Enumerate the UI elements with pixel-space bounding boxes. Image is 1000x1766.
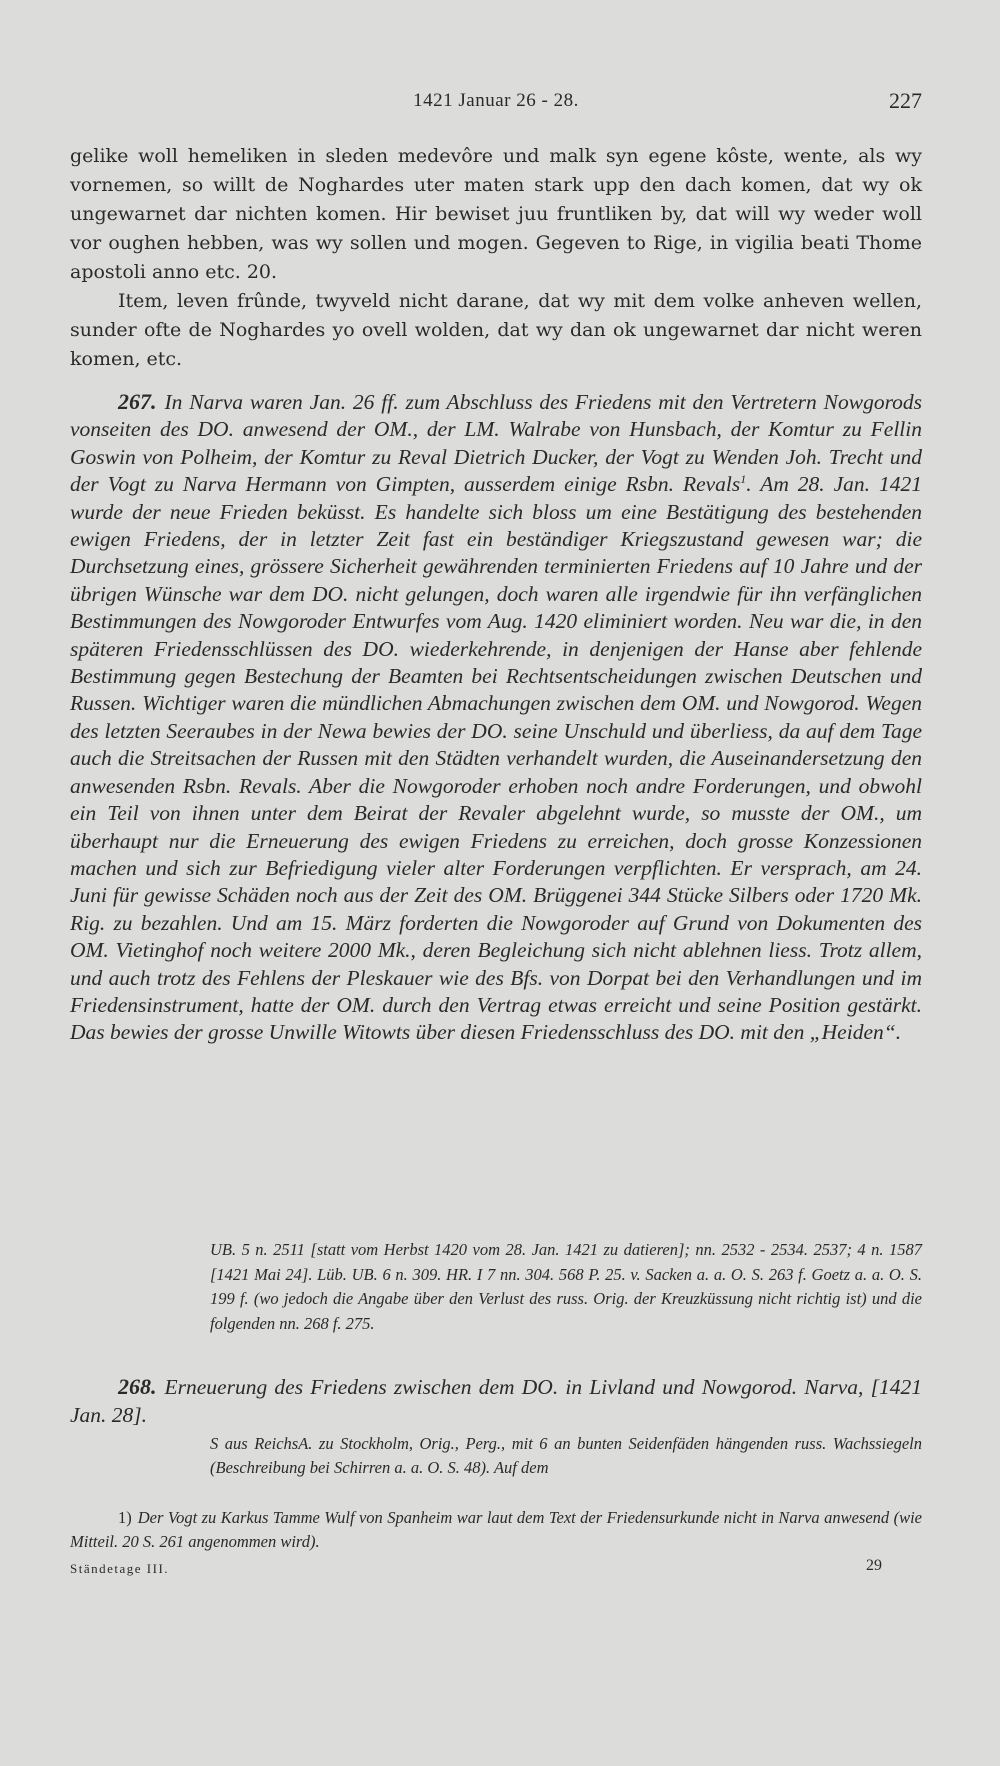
footnote-reference: 1 (740, 472, 747, 487)
footnote-mark: 1) (118, 1508, 132, 1527)
body-paragraph: gelike woll hemeliken in sleden medevôre und malk syn egene kôste, wente, als wy vornemen, so willt de Noghardes uter maten stark upp den dach komen, dat wy ok ungewarnet dar nichten komen. Hir bewiset juu fruntliken by, dat will wy weder woll vor oughen hebben, was wy sollen und mogen. Gegeven to Rige, in vigilia beati Thome apostoli anno etc. 20. (70, 145, 922, 283)
doc267-text-part1: In Narva waren Jan. 26 ff. zum Abschluss des Friedens mit den Vertretern Nowgorods vonseiten des DO. anwesend der OM., der LM. Walrabe von Hunsbach, der Komtur zu Fellin Goswin von Polheim, der Komtur zu Reval Dietrich Ducker, der Vogt zu Wenden Joh. Trecht und der Vogt zu Narva Hermann von Gimpten, ausserdem einige Rsbn. Revals (70, 390, 922, 497)
footnote-text: Der Vogt zu Karkus Tamme Wulf von Spanheim war laut dem Text der Friedensurkunde nicht in Narva anwesend (wie Mitteil. 20 S. 261 angenommen wird). (70, 1508, 922, 1551)
doc267-text-part2: . Am 28. Jan. 1421 wurde der neue Frieden beküsst. Es handelte sich bloss um eine Bestätigung des bestehenden ewigen Friedens, der in letzter Zeit fast ein beständiger Kriegszustand gewesen war; die Durchsetzung eines, grössere Sicherheit gewährenden terminierten Friedens auf 10 Jahre und der übrigen Wünsche war dem DO. nicht gelungen, doch waren alle irgendwie für ihn verfänglichen Bestimmungen des Nowgoroder Entwurfes vom Aug. 1420 eliminiert worden. Neu war die, in den späteren Friedensschlüssen des DO. wiederkehrende, in denjenigen der Hanse aber fehlende Bestimmung gegen Bestechung der Beamten bei Rechtsentscheidungen zwischen Deutschen und Russen. Wichtiger waren die mündlichen Abmachungen zwischen dem OM. und Nowgorod. Wegen des letzten Seeraubes in der Newa bewies der DO. seine Unschuld und überliess, da auf dem Tage auch die Streitsachen der Russen mit den Städten verhandelt wurden, die Auseinandersetzung den anwesenden Rsbn. Revals. Aber die Nowgoroder erhoben noch andre Forderungen, und obwohl ein Teil von ihnen unter dem Beirat der Revaler abgelehnt wurde, so musste der OM., um überhaupt nur die Erneuerung des ewigen Friedens zu erreichen, doch grosse Konzessionen machen und sich zur Befriedigung vieler alter Forderungen verpflichten. Er versprach, am 24. Juni für gewisse Schäden noch aus der Zeit des OM. Brüggenei 344 Stücke Silbers oder 1720 Mk. Rig. zu bezahlen. Und am 15. März forderten die Nowgoroder auf Grund von Dokumenten des OM. Vietinghof noch weitere 2000 Mk., deren Begleichung sich nicht ablehnen liess. Trotz allem, und auch trotz des Fehlens der Pleskauer wie des Bfs. von Dorpat bei den Verhandlungen und im Friedensinstrument, hatte der OM. durch den Vertrag etwas erreicht und seine Position gestärkt. Das bewies der grosse Unwille Witowts über diesen Friedensschluss des DO. mit den „Heiden“. (70, 472, 922, 1045)
footnote (70, 1506, 922, 1554)
running-header (70, 90, 922, 120)
sheet-number: 29 (866, 1557, 882, 1574)
document-number: 267. (118, 389, 157, 414)
doc268-title: Erneuerung des Friedens zwischen dem DO. in Livland und Nowgorod. Narva, [1421 Jan. 28]. (70, 1375, 922, 1427)
body-paragraph: Item, leven frûnde, twyveld nicht darane, dat wy mit dem volke anheven wellen, sunder ofte de Noghardes yo ovell wolden, dat wy dan ok ungewarnet dar nicht weren komen, etc. (70, 290, 922, 370)
document-267-introduction (70, 388, 922, 1047)
doc267-sources: UB. 5 n. 2511 [statt vom Herbst 1420 vom 28. Jan. 1421 zu datieren]; nn. 2532 - 2534. 2537; 4 n. 1587 [1421 Mai 24]. Lüb. UB. 6 n. 309. HR. I 7 nn. 304. 568 P. 25. v. Sacken a. a. O. S. 263 f. Goetz a. a. O. S. 199 f. (wo jedoch die Angabe über den Verlust des russ. Orig. der Kreuzküssung nicht richtig ist) und die folgenden nn. 268 f. 275. (210, 1240, 922, 1333)
page-number: 227 (889, 88, 922, 113)
document-268-heading (70, 1373, 922, 1429)
page-footer (70, 1557, 922, 1581)
running-title: 1421 Januar 26 - 28. (413, 90, 579, 111)
doc268-sources: S aus ReichsA. zu Stockholm, Orig., Perg., mit 6 an bunten Seidenfäden hängenden russ. Wachssiegeln (Beschreibung bei Schirren a. a. O. S. 48). Auf dem (210, 1434, 922, 1477)
letter-continuation (70, 142, 922, 374)
document-number: 268. (118, 1374, 157, 1399)
signature-mark: Ständetage III. (70, 1561, 170, 1576)
